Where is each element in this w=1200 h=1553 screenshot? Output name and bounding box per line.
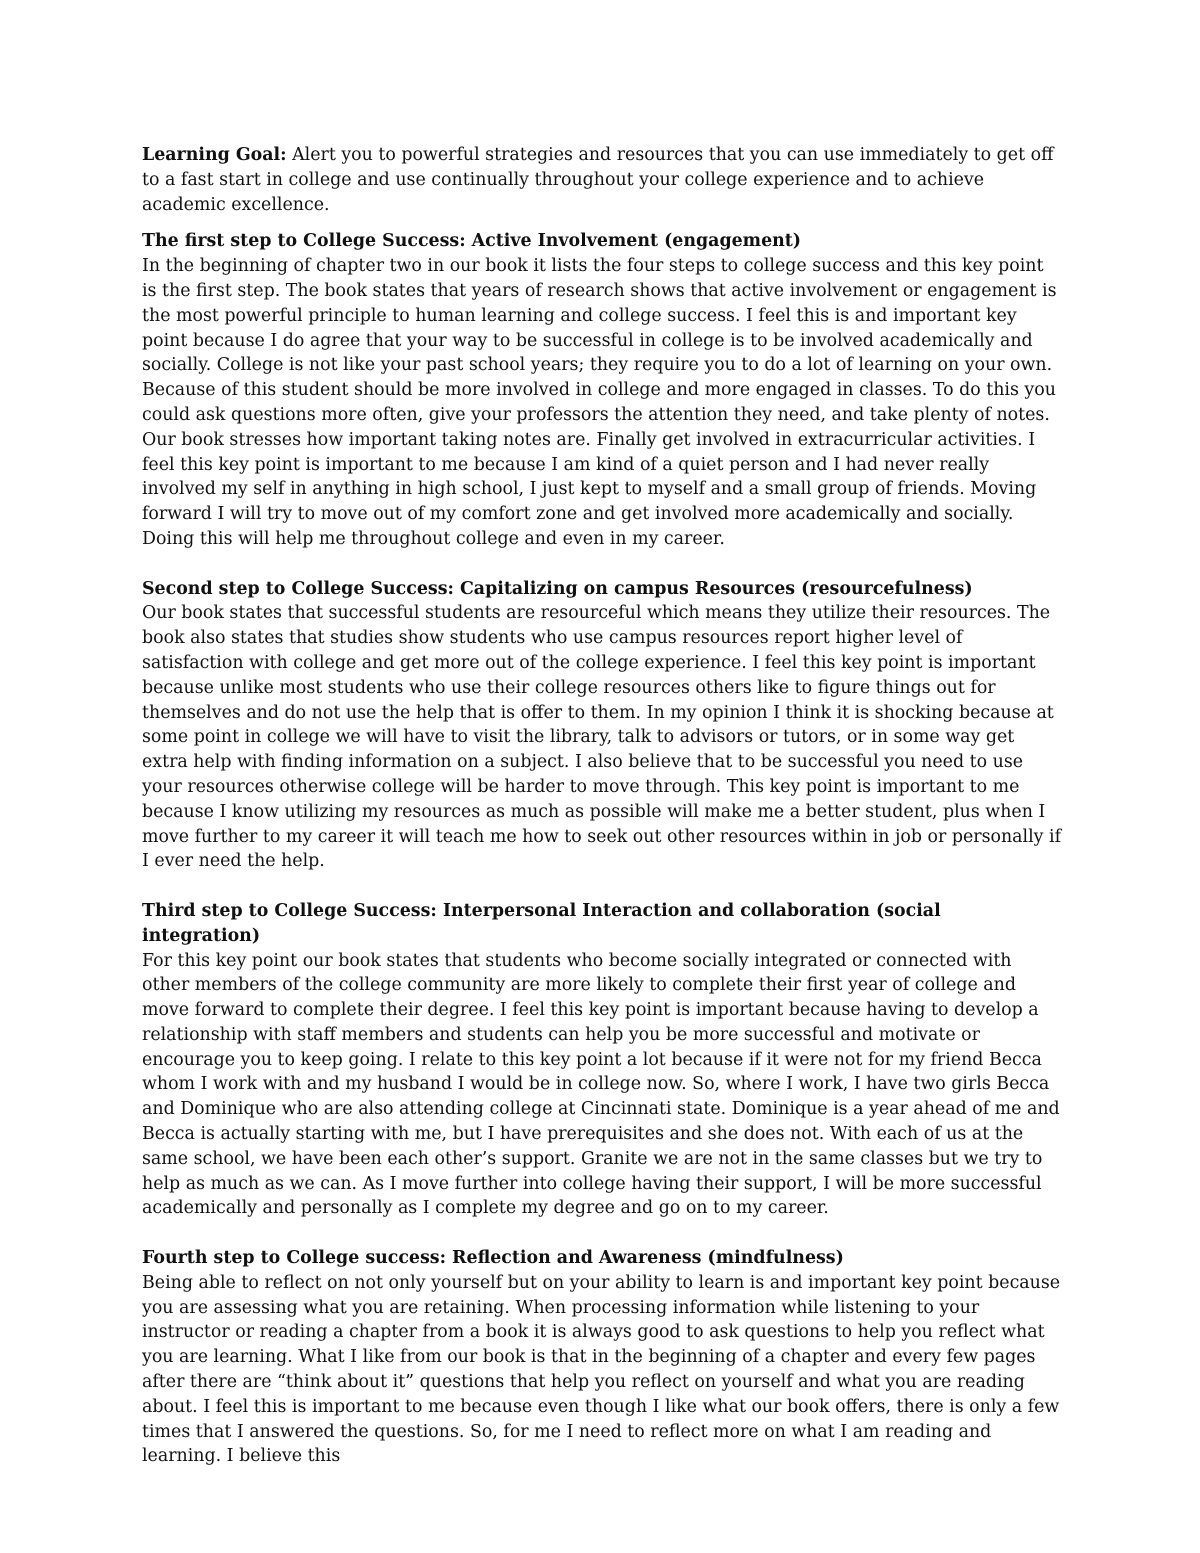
learning-goal-text: Alert you to powerful strategies and resources that you can use immediately to get off to a fast start in college and use continually throughout your college experience and to achieve academic excellence. bbox=[142, 145, 1054, 215]
learning-goal-label: Learning Goal: bbox=[142, 145, 287, 165]
section-step-one bbox=[142, 229, 1062, 551]
learning-goal-paragraph bbox=[142, 143, 1062, 217]
section-body: In the beginning of chapter two in our book it lists the four steps to college success and this key point is the first step. The book states that years of research shows that active involvement or engagement is the most powerful principle to human learning and college success. I feel this is and important key point because I do agree that your way to be successful in college is to be involved academically and socially. College is not like your past school years; they require you to do a lot of learning on your own. Because of this student should be more involved in college and more engaged in classes. To do this you could ask questions more often, give your professors the attention they need, and take plenty of notes. Our book stresses how important taking notes are. Finally get involved in extracurricular activities. I feel this key point is important to me because I am kind of a quiet person and I had never really involved my self in anything in high school, I just kept to myself and a small group of friends. Moving forward I will try to move out of my comfort zone and get involved more academically and socially. Doing this will help me throughout college and even in my career. bbox=[142, 256, 1057, 549]
section-heading: The first step to College Success: Active Involvement (engagement) bbox=[142, 231, 802, 252]
section-heading: Second step to College Success: Capitalizing on campus Resources (resourcefulness) bbox=[142, 578, 973, 599]
section-body: Being able to reflect on not only yourself but on your ability to learn is and important key point because you are assessing what you are retaining. When processing information while listening to your instructor or reading a chapter from a book it is always good to ask questions to help you reflect what you are learning. What I like from our book is that in the beginning of a chapter and every few pages after there are “think about it” questions that help you reflect on yourself and what you are reading about. I feel this is important to me because even though I like what our book offers, there is only a few times that I answered the questions. So, for me I need to reflect more on what I am reading and learning. I believe this bbox=[142, 1272, 1061, 1467]
section-body: Our book states that successful students are resourceful which means they utilize their resources. The book also states that studies show students who use campus resources report higher level of satisfaction with college and get more out of the college experience. I feel this key point is important because unlike most students who use their college resources others like to figure things out for themselves and do not use the help that is offer to them. In my opinion I think it is shocking because at some point in college we will have to visit the library, talk to advisors or tutors, or in some way get extra help with finding information on a subject. I also believe that to be successful you need to use your resources otherwise college will be harder to move through. This key point is important to me because I know utilizing my resources as much as possible will make me a better student, plus when I move further to my career it will teach me how to seek out other resources within in job or personally if I ever need the help. bbox=[142, 603, 1062, 872]
section-step-four bbox=[142, 1246, 1062, 1469]
section-body: For this key point our book states that students who become socially integrated or connected with other members of the college community are more likely to complete their first year of college and move forward to complete their degree. I feel this key point is important because having to develop a relationship with staff members and students can help you be more successful and motivate or encourage you to keep going. I relate to this key point a lot because if it were not for my friend Becca whom I work with and my husband I would be in college now. So, where I work, I have two girls Becca and Dominique who are also attending college at Cincinnati state. Dominique is a year ahead of me and Becca is actually starting with me, but I have prerequisites and she does not. With each of us at the same school, we have been each other’s support. Granite we are not in the same classes but we try to help as much as we can. As I move further into college having their support, I will be more successful academically and personally as I complete my degree and go on to my career. bbox=[142, 950, 1060, 1219]
document-body bbox=[142, 143, 1062, 1494]
section-heading: Fourth step to College success: Reflection and Awareness (mindfulness) bbox=[142, 1248, 844, 1269]
section-step-three bbox=[142, 899, 1062, 1221]
section-heading: Third step to College Success: Interpersonal Interaction and collaboration (social integration) bbox=[142, 900, 941, 946]
section-step-two bbox=[142, 577, 1062, 875]
